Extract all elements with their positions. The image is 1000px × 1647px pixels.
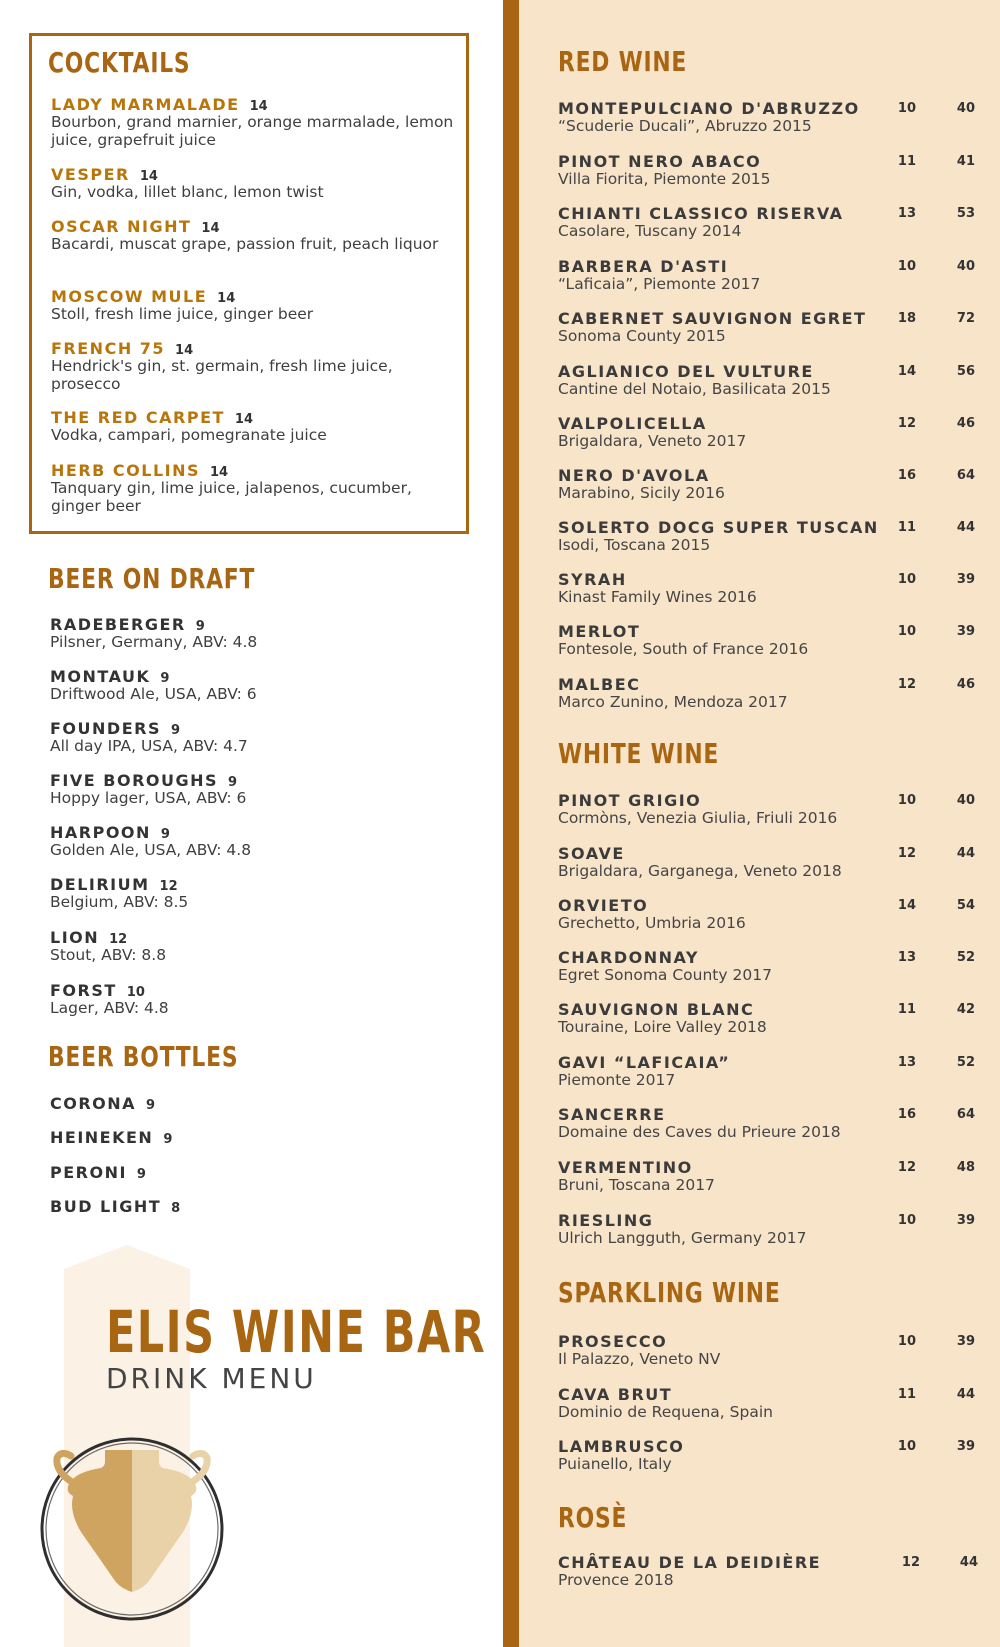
bottle-price: 44 [959,1555,978,1570]
bottle-price: 40 [956,259,975,274]
item-description: Bacardi, muscat grape, passion fruit, peach liquor [51,235,439,253]
item-name: HEINEKEN [50,1128,154,1147]
beer-item [50,1094,470,1113]
beer-item [50,981,470,1018]
item-description: Belgium, ABV: 8.5 [50,893,189,911]
item-description: Cantine del Notaio, Basilicata 2015 [558,380,831,398]
item-description: Touraine, Loire Valley 2018 [558,1018,767,1036]
item-name: CABERNET SAUVIGNON EGRET [558,309,867,328]
item-name: PROSECCO [558,1332,668,1351]
item-price: 12 [109,932,128,947]
glass-price: 10 [897,1213,916,1228]
item-description: Il Palazzo, Veneto NV [558,1350,721,1368]
item-description: All day IPA, USA, ABV: 4.7 [50,737,248,755]
item-description: Bruni, Toscana 2017 [558,1176,715,1194]
item-description: Stout, ABV: 8.8 [50,946,167,964]
beer-item [50,928,470,965]
item-name: FRENCH 75 [51,339,166,358]
item-name: PINOT NERO ABACO [558,152,762,171]
wine-item [558,99,978,141]
item-name: CHÂTEAU DE LA DEIDIÈRE [558,1553,822,1572]
item-name: RIESLING [558,1211,654,1230]
red-wine-heading: RED WINE [558,45,688,78]
cocktails-section [29,33,469,534]
item-description: Dominio de Requena, Spain [558,1403,773,1421]
item-price: 14 [249,99,268,114]
glass-price: 16 [897,1107,916,1122]
wine-item [558,1211,978,1253]
wine-item [558,152,978,194]
bottle-price: 39 [956,1213,975,1228]
item-name: AGLIANICO DEL VULTURE [558,362,814,381]
bottle-price: 64 [956,1107,975,1122]
wine-item [558,1053,978,1095]
glass-price: 11 [897,520,916,535]
item-name: PINOT GRIGIO [558,791,702,810]
bottle-price: 46 [956,416,975,431]
beer-item [50,615,470,652]
bottle-price: 56 [956,364,975,379]
item-name: NERO D'AVOLA [558,466,710,485]
glass-price: 18 [897,311,916,326]
item-price: 9 [160,671,170,686]
item-price: 12 [159,879,178,894]
glass-price: 10 [897,624,916,639]
wine-item [558,204,978,246]
bottle-price: 52 [956,950,975,965]
item-description: Hoppy lager, USA, ABV: 6 [50,789,247,807]
cocktails-heading: COCKTAILS [48,46,191,79]
wine-item [558,844,978,886]
wine-item [558,570,978,612]
glass-price: 12 [897,846,916,861]
item-name: FOUNDERS [50,719,161,738]
glass-price: 12 [897,416,916,431]
wine-item [558,622,978,664]
item-description: “Laficaia”, Piemonte 2017 [558,275,761,293]
item-description: Kinast Family Wines 2016 [558,588,757,606]
beer-item [50,667,470,704]
glass-price: 12 [901,1555,920,1570]
beer-item [50,1163,470,1182]
item-name: MOSCOW MULE [51,287,208,306]
item-name: MONTAUK [50,667,151,686]
amphora-icon [35,1432,229,1626]
wine-item [558,1000,978,1042]
item-price: 14 [217,291,236,306]
item-name: CORONA [50,1094,137,1113]
item-name: PERONI [50,1163,127,1182]
glass-price: 11 [897,1387,916,1402]
brand-subtitle: DRINK MENU [106,1362,317,1395]
item-description: Brigaldara, Veneto 2017 [558,432,747,450]
wine-item [558,518,978,560]
glass-price: 12 [897,677,916,692]
glass-price: 14 [897,898,916,913]
item-name: MERLOT [558,622,641,641]
item-price: 9 [146,1098,156,1113]
item-description: “Scuderie Ducali”, Abruzzo 2015 [558,117,812,135]
item-price: 14 [175,343,194,358]
glass-price: 13 [897,950,916,965]
bottle-price: 39 [956,624,975,639]
item-name: BUD LIGHT [50,1197,162,1216]
cocktail-item [51,339,456,393]
beer-item [50,771,470,808]
item-description: Lager, ABV: 4.8 [50,999,169,1017]
item-description: Piemonte 2017 [558,1071,676,1089]
sparkling-wine-heading: SPARKLING WINE [558,1276,781,1309]
bottle-price: 41 [956,154,975,169]
wine-item [558,466,978,508]
item-name: VALPOLICELLA [558,414,707,433]
wine-item [558,309,978,351]
item-name: SANCERRE [558,1105,666,1124]
glass-price: 10 [897,572,916,587]
wine-item [558,1105,978,1147]
wine-item [558,1385,978,1427]
cocktail-item [51,217,456,254]
item-description: Ulrich Langguth, Germany 2017 [558,1229,807,1247]
cocktail-item [51,461,456,515]
item-description: Gin, vodka, lillet blanc, lemon twist [51,183,324,201]
item-description: Vodka, campari, pomegranate juice [51,426,327,444]
cocktail-item [51,408,456,445]
item-description: Provence 2018 [558,1571,674,1589]
rose-wine-heading: ROSÈ [558,1501,628,1534]
item-name: LADY MARMALADE [51,95,240,114]
item-description: Casolare, Tuscany 2014 [558,222,742,240]
glass-price: 14 [897,364,916,379]
item-description: Tanquary gin, lime juice, jalapenos, cucumber, ginger beer [51,479,412,515]
bottle-price: 48 [956,1160,975,1175]
item-description: Brigaldara, Garganega, Veneto 2018 [558,862,842,880]
beer-item [50,1197,470,1216]
item-name: THE RED CARPET [51,408,225,427]
wine-item [558,791,978,833]
item-description: Cormòns, Venezia Giulia, Friuli 2016 [558,809,838,827]
item-name: FORST [50,981,117,1000]
item-price: 8 [171,1201,181,1216]
item-name: GAVI “LAFICAIA” [558,1053,731,1072]
item-description: Hendrick's gin, st. germain, fresh lime juice, prosecco [51,357,393,393]
wine-item [558,1158,978,1200]
glass-price: 10 [897,1439,916,1454]
bottle-price: 44 [956,520,975,535]
glass-price: 12 [897,1160,916,1175]
beer-bottles-heading: BEER BOTTLES [48,1040,239,1073]
item-description: Domaine des Caves du Prieure 2018 [558,1123,841,1141]
wine-item [558,948,978,990]
item-price: 10 [126,985,145,1000]
brand-title: ELIS WINE BAR [106,1298,487,1366]
item-description: Marabino, Sicily 2016 [558,484,725,502]
item-name: SOAVE [558,844,625,863]
item-price: 14 [139,169,158,184]
item-description: Isodi, Toscana 2015 [558,536,711,554]
bottle-price: 39 [956,1439,975,1454]
item-name: HERB COLLINS [51,461,201,480]
item-name: MONTEPULCIANO D'ABRUZZO [558,99,860,118]
bottle-price: 39 [956,1334,975,1349]
item-price: 9 [195,619,205,634]
item-price: 14 [234,412,254,427]
cocktail-item [51,287,456,324]
item-name: LION [50,928,100,947]
white-wine-heading: WHITE WINE [558,737,720,770]
item-name: VERMENTINO [558,1158,693,1177]
wine-item [558,1553,978,1595]
item-name: MALBEC [558,675,641,694]
item-name: VESPER [51,165,130,184]
item-name: CAVA BRUT [558,1385,673,1404]
glass-price: 11 [897,154,916,169]
glass-price: 10 [897,1334,916,1349]
item-description: Villa Fiorita, Piemonte 2015 [558,170,771,188]
wine-item [558,675,978,717]
wine-item [558,414,978,456]
item-price: 9 [163,1132,173,1147]
item-name: SOLERTO DOCG SUPER TUSCAN [558,518,879,537]
item-name: SYRAH [558,570,627,589]
item-description: Golden Ale, USA, ABV: 4.8 [50,841,252,859]
item-price: 14 [210,465,229,480]
wine-item [558,257,978,299]
glass-price: 10 [897,259,916,274]
item-description: Driftwood Ale, USA, ABV: 6 [50,685,257,703]
item-price: 9 [160,827,170,842]
item-description: Bourbon, grand marnier, orange marmalade, lemon juice, grapefruit juice [51,113,454,149]
beer-item [50,875,470,912]
item-name: HARPOON [50,823,151,842]
bottle-price: 64 [956,468,975,483]
bottle-price: 46 [956,677,975,692]
item-description: Stoll, fresh lime juice, ginger beer [51,305,314,323]
beer-item [50,823,470,860]
item-name: DELIRIUM [50,875,150,894]
item-name: CHIANTI CLASSICO RISERVA [558,204,844,223]
item-description: Fontesole, South of France 2016 [558,640,809,658]
item-description: Puianello, Italy [558,1455,672,1473]
item-price: 9 [228,775,238,790]
item-name: CHARDONNAY [558,948,699,967]
bottle-price: 40 [956,793,975,808]
bottle-price: 54 [956,898,975,913]
glass-price: 16 [897,468,916,483]
glass-price: 11 [897,1002,916,1017]
bottle-price: 53 [956,206,975,221]
glass-price: 13 [897,1055,916,1070]
wine-item [558,1437,978,1479]
item-description: Marco Zunino, Mendoza 2017 [558,693,788,711]
beer-item [50,719,470,756]
item-name: FIVE BOROUGHS [50,771,219,790]
beer-draft-heading: BEER ON DRAFT [48,562,256,595]
bottle-price: 44 [956,846,975,861]
cocktail-item [51,165,456,202]
bottle-price: 39 [956,572,975,587]
wine-item [558,362,978,404]
item-price: 14 [201,221,220,236]
bottle-price: 72 [956,311,975,326]
bottle-price: 52 [956,1055,975,1070]
item-description: Sonoma County 2015 [558,327,726,345]
beer-item [50,1128,470,1147]
bottle-price: 42 [956,1002,975,1017]
glass-price: 10 [897,101,916,116]
bottle-price: 40 [956,101,975,116]
item-price: 9 [170,723,181,738]
wine-item [558,1332,978,1374]
column-divider [503,0,519,1647]
item-name: SAUVIGNON BLANC [558,1000,755,1019]
wine-item [558,896,978,938]
item-name: OSCAR NIGHT [51,217,192,236]
item-description: Grechetto, Umbria 2016 [558,914,746,932]
item-name: LAMBRUSCO [558,1437,685,1456]
item-description: Pilsner, Germany, ABV: 4.8 [50,633,258,651]
item-name: BARBERA D'ASTI [558,257,729,276]
bottle-price: 44 [956,1387,975,1402]
item-description: Egret Sonoma County 2017 [558,966,772,984]
glass-price: 10 [897,793,916,808]
cocktail-item [51,95,456,149]
item-name: RADEBERGER [50,615,186,634]
glass-price: 13 [897,206,916,221]
item-price: 9 [136,1167,146,1182]
item-name: ORVIETO [558,896,649,915]
